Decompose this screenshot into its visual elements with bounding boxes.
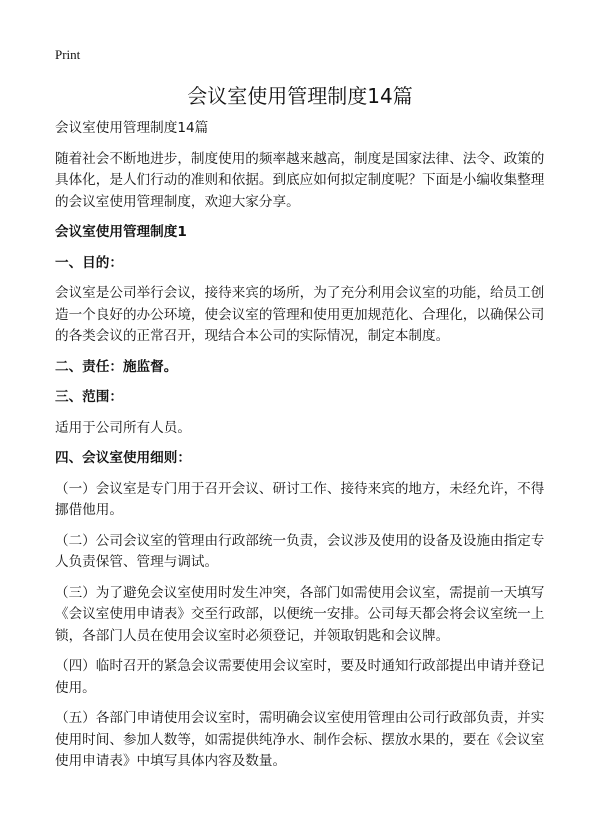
text-line: （三）为了避免会议室使用时发生冲突，各部门如需使用会议室，需提前一天填写 bbox=[55, 584, 545, 601]
text-line: 会议室是公司举行会议，接待来宾的场所，为了充分利用会议室的功能，给员工创 bbox=[55, 285, 545, 301]
section-heading bbox=[55, 253, 555, 275]
paragraph bbox=[55, 118, 555, 140]
text-line: （五）各部门申请使用会议室时，需明确会议室使用管理由公司行政部负责，并实 bbox=[55, 710, 545, 726]
paragraph bbox=[55, 708, 555, 773]
text-line: 人负责保管、管理与调试。 bbox=[55, 554, 219, 570]
paragraph bbox=[55, 656, 555, 699]
text-line: 《会议室使用申请表》交至行政部，以便统一安排。公司每天都会将会议室统一上 bbox=[55, 606, 545, 622]
page-title: 会议室使用管理制度14篇 bbox=[187, 84, 413, 108]
section-heading bbox=[55, 448, 555, 470]
text-line: 使用时间、参加人数等，如需提供纯净水、制作会标、摆放水果的，要在《会议室 bbox=[55, 731, 545, 748]
section-heading bbox=[55, 387, 555, 409]
text-line: 使用申请表》中填写具体内容及数量。 bbox=[55, 753, 287, 769]
paragraph bbox=[55, 283, 555, 348]
text-line: （一）会议室是专门用于召开会议、研讨工作、接待来宾的地方，未经允许，不得 bbox=[55, 480, 545, 497]
print-link[interactable]: Print bbox=[55, 47, 81, 62]
text-line: 挪借他用。 bbox=[55, 502, 123, 518]
paragraph bbox=[55, 479, 555, 522]
document-body bbox=[55, 118, 555, 782]
text-line: 造一个良好的办公环境，使会议室的管理和使用更加规范化、合理化，以确保公司 bbox=[55, 306, 545, 323]
text-line: 的会议室使用管理制度，欢迎大家分享。 bbox=[55, 193, 300, 210]
text-line: 锁，各部门人员在使用会议室时必须登记，并领取钥匙和会议牌。 bbox=[55, 627, 450, 644]
text-line: 四、会议室使用细则： bbox=[55, 450, 191, 466]
text-line: 会议室使用管理制度1 bbox=[55, 224, 187, 240]
section-heading bbox=[55, 222, 555, 244]
text-line: 的各类会议的正常召开，现结合本公司的实际情况，制定本制度。 bbox=[55, 328, 450, 344]
section-heading bbox=[55, 357, 555, 379]
text-line: 一、目的： bbox=[55, 254, 123, 271]
text-line: 随着社会不断地进步，制度使用的频率越来越高，制度是国家法律、法令、政策的 bbox=[55, 150, 545, 167]
text-line: 三、范围： bbox=[55, 389, 123, 405]
text-line: 具体化，是人们行动的准则和依据。到底应如何拟定制度呢？下面是小编收集整理 bbox=[55, 172, 545, 188]
text-line: （二）公司会议室的管理由行政部统一负责，会议涉及使用的设备及设施由指定专 bbox=[55, 532, 545, 549]
text-line: 使用。 bbox=[55, 679, 96, 696]
text-line: （四）临时召开的紧急会议需要使用会议室时，要及时通知行政部提出申请并登记 bbox=[55, 658, 545, 674]
paragraph bbox=[55, 583, 555, 648]
paragraph bbox=[55, 418, 555, 440]
text-line: 适用于公司所有人员。 bbox=[55, 419, 191, 436]
text-line: 会议室使用管理制度14篇 bbox=[55, 120, 209, 136]
paragraph bbox=[55, 531, 555, 574]
text-line: 二、责任：施监督。 bbox=[55, 358, 178, 375]
paragraph bbox=[55, 149, 555, 214]
